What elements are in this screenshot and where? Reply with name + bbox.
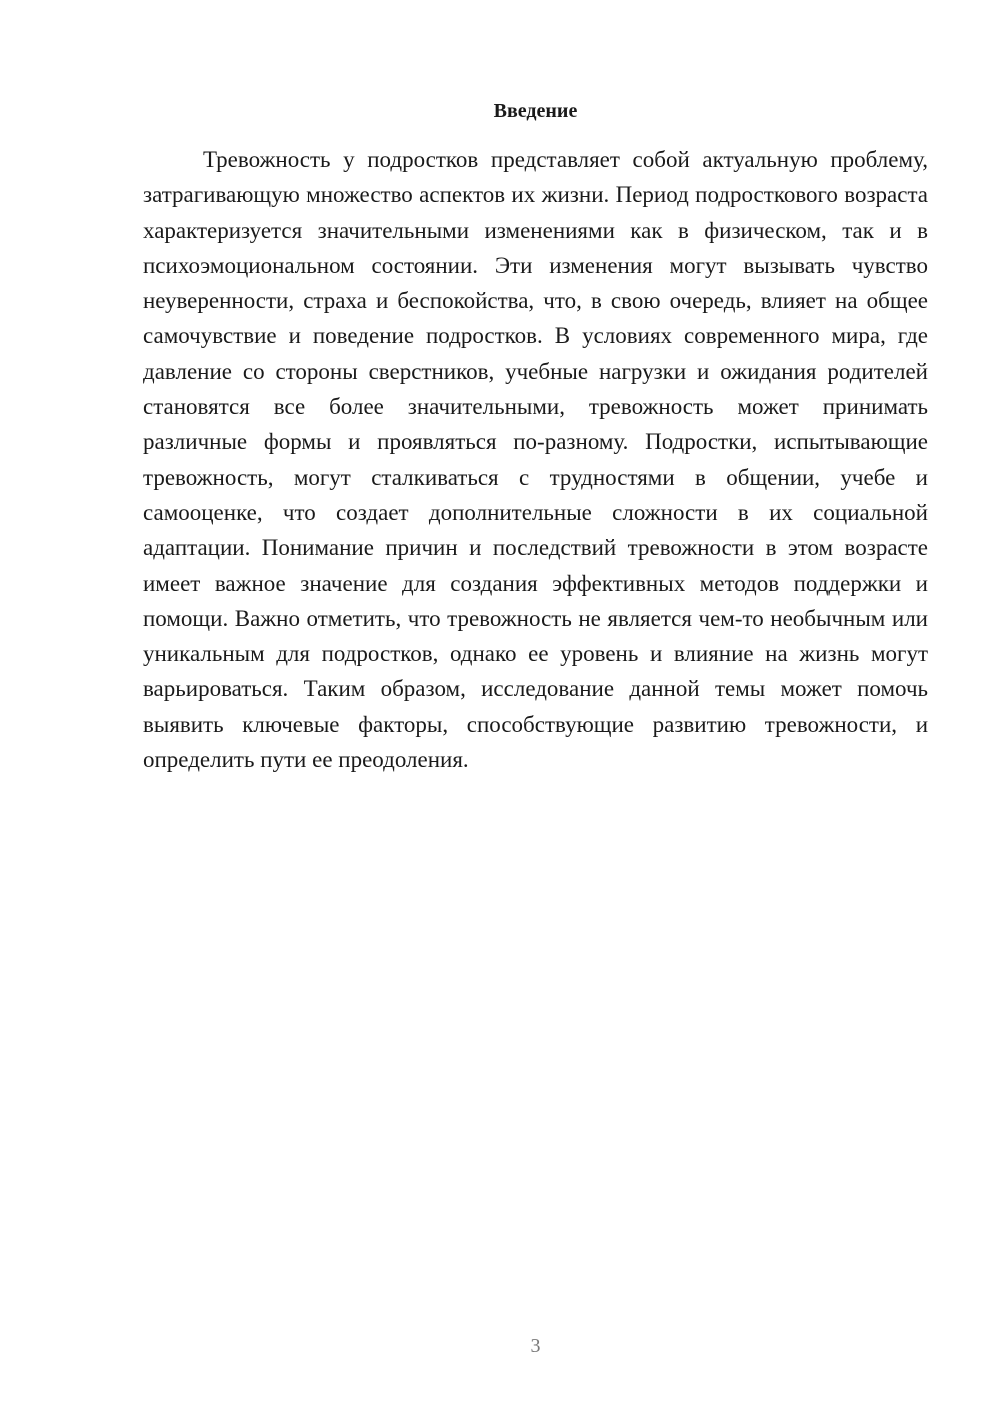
body-paragraph: Тревожность у подростков представляет собой актуальную проблему, затрагивающую множество аспектов их жизни. Период подросткового возраста характеризуется значительными изменениями как в физическом, так и в психоэмоциональном состоянии. Эти изменения могут вызывать чувство неуверенности, страха и беспокойства, что, в свою очередь, влияет на общее самочувствие и поведение подростков. В условиях современного мира, где давление со стороны сверстников, учебные нагрузки и ожидания родителей становятся все более значительными, тревожность может принимать различные формы и проявляться по-разному. Подростки, испытывающие тревожность, могут сталкиваться с трудностями в общении, учебе и самооценке, что создает дополнительные сложности в их социальной адаптации. Понимание причин и последствий тревожности в этом возрасте имеет важное значение для создания эффективных методов поддержки и помощи. Важно отметить, что тревожность не является чем-то необычным или уникальным для подростков, однако ее уровень и влияние на жизнь могут варьироваться. Таким образом, исследование данной темы может помочь выявить ключевые факторы, способствующие развитию тревожности, и определить пути ее преодоления. xyxy=(143,147,928,773)
section-heading: Введение xyxy=(493,100,578,122)
page-number: 3 xyxy=(530,1335,541,1357)
